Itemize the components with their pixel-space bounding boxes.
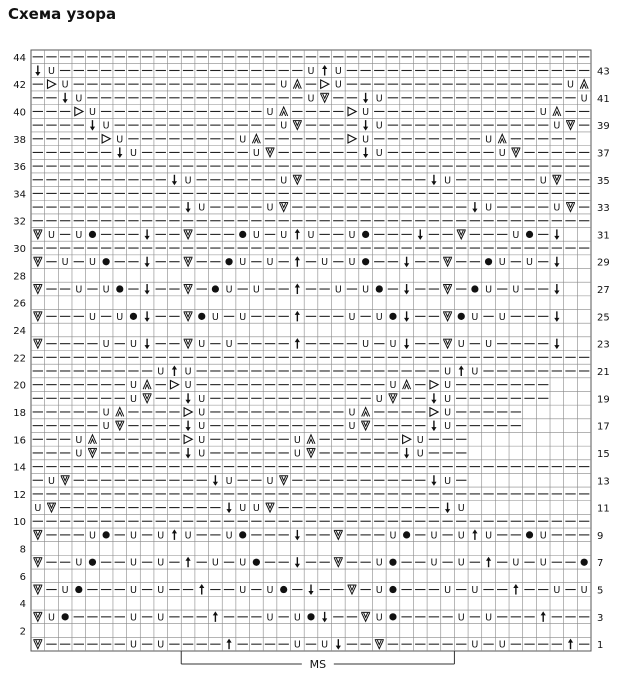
yarn-over-symbol: U xyxy=(280,229,288,241)
yarn-over-symbol: U xyxy=(293,448,301,460)
yarn-over-symbol: U xyxy=(444,175,452,187)
yarn-over-symbol: U xyxy=(239,557,247,569)
dot-symbol xyxy=(307,613,314,620)
yarn-over-symbol: U xyxy=(293,434,301,446)
dot-symbol xyxy=(389,586,396,593)
yarn-over-symbol: U xyxy=(321,257,329,269)
yarn-over-symbol: U xyxy=(362,134,370,146)
dot-symbol xyxy=(485,258,492,265)
yarn-over-symbol: U xyxy=(61,585,69,597)
yarn-over-symbol: U xyxy=(375,585,383,597)
yarn-over-symbol: U xyxy=(88,311,96,323)
yarn-over-symbol: U xyxy=(293,612,301,624)
yarn-over-symbol: U xyxy=(389,339,397,351)
row-number-right: 7 xyxy=(597,558,604,570)
dot-symbol xyxy=(526,531,533,538)
yarn-over-symbol: U xyxy=(102,339,110,351)
repeat-label: MS xyxy=(309,658,327,671)
yarn-over-symbol: U xyxy=(389,380,397,392)
yarn-over-symbol: U xyxy=(416,448,424,460)
yarn-over-symbol: U xyxy=(280,79,288,91)
dot-symbol xyxy=(471,285,478,292)
yarn-over-symbol: U xyxy=(75,229,83,241)
dot-symbol xyxy=(198,313,205,320)
row-number-left: 44 xyxy=(13,52,26,64)
yarn-over-symbol: U xyxy=(129,557,137,569)
yarn-over-symbol: U xyxy=(375,612,383,624)
yarn-over-symbol: U xyxy=(48,475,55,487)
yarn-over-symbol: U xyxy=(457,612,465,624)
yarn-over-symbol: U xyxy=(471,366,479,378)
yarn-over-symbol: U xyxy=(116,311,124,323)
yarn-over-symbol: U xyxy=(239,257,247,269)
yarn-over-symbol: U xyxy=(184,366,192,378)
dot-symbol xyxy=(89,559,96,566)
yarn-over-symbol: U xyxy=(444,380,452,392)
yarn-over-symbol: U xyxy=(266,202,274,214)
yarn-over-symbol: U xyxy=(444,585,452,597)
row-number-left: 22 xyxy=(13,353,26,365)
yarn-over-symbol: U xyxy=(485,339,493,351)
dot-symbol xyxy=(362,258,369,265)
dot-symbol xyxy=(239,231,246,238)
yarn-over-symbol: U xyxy=(539,530,547,542)
row-number-right: 29 xyxy=(597,257,610,269)
yarn-over-symbol: U xyxy=(102,421,110,433)
yarn-over-symbol: U xyxy=(48,65,55,77)
row-number-right: 25 xyxy=(597,312,610,324)
yarn-over-symbol: U xyxy=(485,284,493,296)
yarn-over-symbol: U xyxy=(252,147,260,159)
yarn-over-symbol: U xyxy=(416,434,424,446)
yarn-over-symbol: U xyxy=(225,339,233,351)
dot-symbol xyxy=(103,531,110,538)
row-number-right: 41 xyxy=(597,93,610,105)
dot-symbol xyxy=(253,559,260,566)
yarn-over-symbol: U xyxy=(157,612,165,624)
yarn-over-symbol: U xyxy=(239,503,247,515)
yarn-over-symbol: U xyxy=(184,530,192,542)
row-number-left: 28 xyxy=(13,271,26,283)
yarn-over-symbol: U xyxy=(334,79,342,91)
yarn-over-symbol: U xyxy=(266,257,274,269)
row-number-left: 4 xyxy=(19,599,26,611)
yarn-over-symbol: U xyxy=(348,311,356,323)
yarn-over-symbol: U xyxy=(198,339,206,351)
yarn-over-symbol: U xyxy=(580,585,588,597)
row-number-left: 24 xyxy=(13,326,26,338)
yarn-over-symbol: U xyxy=(348,229,356,241)
row-number-left: 6 xyxy=(19,571,26,583)
yarn-over-symbol: U xyxy=(512,229,520,241)
yarn-over-symbol: U xyxy=(157,585,165,597)
row-number-right: 17 xyxy=(597,421,610,433)
yarn-over-symbol: U xyxy=(498,257,506,269)
yarn-over-symbol: U xyxy=(485,530,493,542)
dot-symbol xyxy=(225,258,232,265)
yarn-over-symbol: U xyxy=(348,421,356,433)
yarn-over-symbol: U xyxy=(553,120,561,132)
yarn-over-symbol: U xyxy=(293,639,301,651)
yarn-over-symbol: U xyxy=(334,284,342,296)
dot-symbol xyxy=(389,313,396,320)
yarn-over-symbol: U xyxy=(157,557,165,569)
row-number-left: 42 xyxy=(13,80,26,92)
yarn-over-symbol: U xyxy=(75,434,83,446)
yarn-over-symbol: U xyxy=(88,257,96,269)
dot-symbol xyxy=(62,613,69,620)
yarn-over-symbol: U xyxy=(539,557,547,569)
row-number-right: 43 xyxy=(597,66,610,78)
yarn-over-symbol: U xyxy=(198,393,206,405)
dot-symbol xyxy=(581,559,588,566)
yarn-over-symbol: U xyxy=(375,311,383,323)
yarn-over-symbol: U xyxy=(266,585,274,597)
yarn-over-symbol: U xyxy=(75,93,83,105)
row-number-right: 11 xyxy=(597,503,610,515)
yarn-over-symbol: U xyxy=(225,284,233,296)
yarn-over-symbol: U xyxy=(75,284,83,296)
yarn-over-symbol: U xyxy=(457,557,465,569)
yarn-over-symbol: U xyxy=(129,530,137,542)
row-number-right: 13 xyxy=(597,476,610,488)
dot-symbol xyxy=(376,285,383,292)
yarn-over-symbol: U xyxy=(498,147,506,159)
yarn-over-symbol: U xyxy=(457,503,465,515)
yarn-over-symbol: U xyxy=(375,147,383,159)
yarn-over-symbol: U xyxy=(498,311,506,323)
yarn-over-symbol: U xyxy=(102,407,110,419)
yarn-over-symbol: U xyxy=(375,557,383,569)
row-number-left: 8 xyxy=(19,544,26,556)
dot-symbol xyxy=(389,559,396,566)
row-number-right: 33 xyxy=(597,203,610,215)
yarn-over-symbol: U xyxy=(389,530,397,542)
yarn-over-symbol: U xyxy=(512,557,520,569)
yarn-over-symbol: U xyxy=(280,120,288,132)
row-number-left: 14 xyxy=(13,462,26,474)
dot-symbol xyxy=(239,531,246,538)
yarn-over-symbol: U xyxy=(471,585,479,597)
yarn-over-symbol: U xyxy=(225,475,233,487)
yarn-over-symbol: U xyxy=(129,147,137,159)
yarn-over-symbol: U xyxy=(457,339,465,351)
yarn-over-symbol: U xyxy=(471,639,479,651)
yarn-over-symbol: U xyxy=(485,612,493,624)
row-number-left: 18 xyxy=(13,407,26,419)
yarn-over-symbol: U xyxy=(362,106,370,118)
yarn-over-symbol: U xyxy=(88,106,96,118)
yarn-over-symbol: U xyxy=(348,257,356,269)
yarn-over-symbol: U xyxy=(348,407,356,419)
yarn-over-symbol: U xyxy=(184,175,192,187)
yarn-over-symbol: U xyxy=(266,475,274,487)
chart-title: Схема узора xyxy=(8,5,117,23)
yarn-over-symbol: U xyxy=(157,639,165,651)
row-number-left: 32 xyxy=(13,216,26,228)
yarn-over-symbol: U xyxy=(553,202,561,214)
yarn-over-symbol: U xyxy=(211,311,219,323)
row-number-left: 36 xyxy=(13,162,26,174)
yarn-over-symbol: U xyxy=(307,93,315,105)
yarn-over-symbol: U xyxy=(198,407,206,419)
yarn-over-symbol: U xyxy=(239,585,247,597)
row-number-right: 1 xyxy=(597,640,604,652)
yarn-over-symbol: U xyxy=(48,612,55,624)
row-number-right: 31 xyxy=(597,230,610,242)
row-number-right: 37 xyxy=(597,148,610,160)
yarn-over-symbol: U xyxy=(239,311,247,323)
yarn-over-symbol: U xyxy=(512,284,520,296)
yarn-over-symbol: U xyxy=(61,79,69,91)
row-number-left: 2 xyxy=(19,626,26,638)
yarn-over-symbol: U xyxy=(498,639,506,651)
row-number-left: 40 xyxy=(13,107,26,119)
dot-symbol xyxy=(116,285,123,292)
yarn-over-symbol: U xyxy=(526,257,534,269)
row-number-right: 27 xyxy=(597,285,610,297)
yarn-over-symbol: U xyxy=(430,530,438,542)
dot-symbol xyxy=(280,586,287,593)
yarn-over-symbol: U xyxy=(129,639,137,651)
yarn-over-symbol: U xyxy=(567,79,574,91)
yarn-over-symbol: U xyxy=(252,503,260,515)
row-number-right: 5 xyxy=(597,585,604,597)
yarn-over-symbol: U xyxy=(362,339,370,351)
yarn-over-symbol: U xyxy=(375,93,383,105)
row-number-left: 12 xyxy=(13,489,26,501)
yarn-over-symbol: U xyxy=(539,106,547,118)
yarn-over-symbol: U xyxy=(102,284,110,296)
yarn-over-symbol: U xyxy=(485,202,493,214)
yarn-over-symbol: U xyxy=(280,175,288,187)
dot-symbol xyxy=(130,313,137,320)
dot-symbol xyxy=(403,531,410,538)
yarn-over-symbol: U xyxy=(198,448,206,460)
row-number-right: 21 xyxy=(597,366,610,378)
yarn-over-symbol: U xyxy=(129,585,137,597)
yarn-over-symbol: U xyxy=(61,257,69,269)
yarn-over-symbol: U xyxy=(129,339,137,351)
row-number-left: 30 xyxy=(13,244,26,256)
yarn-over-symbol: U xyxy=(321,639,329,651)
row-number-right: 35 xyxy=(597,175,610,187)
row-number-right: 23 xyxy=(597,339,610,351)
yarn-over-symbol: U xyxy=(198,434,206,446)
row-number-right: 9 xyxy=(597,530,604,542)
yarn-over-symbol: U xyxy=(198,202,206,214)
dot-symbol xyxy=(526,231,533,238)
yarn-over-symbol: U xyxy=(471,311,479,323)
row-number-left: 20 xyxy=(13,380,26,392)
dot-symbol xyxy=(389,613,396,620)
yarn-over-symbol: U xyxy=(444,393,452,405)
yarn-over-symbol: U xyxy=(307,65,315,77)
yarn-over-symbol: U xyxy=(430,557,438,569)
yarn-over-symbol: U xyxy=(252,284,260,296)
dot-symbol xyxy=(103,258,110,265)
yarn-over-symbol: U xyxy=(198,421,206,433)
row-number-right: 3 xyxy=(597,612,604,624)
row-number-right: 19 xyxy=(597,394,610,406)
yarn-over-symbol: U xyxy=(129,393,137,405)
yarn-over-symbol: U xyxy=(88,530,96,542)
yarn-over-symbol: U xyxy=(34,503,42,515)
row-number-left: 34 xyxy=(13,189,26,201)
yarn-over-symbol: U xyxy=(334,65,342,77)
yarn-over-symbol: U xyxy=(252,229,260,241)
yarn-over-symbol: U xyxy=(457,530,465,542)
yarn-over-symbol: U xyxy=(485,134,493,146)
yarn-over-symbol: U xyxy=(48,229,55,241)
yarn-over-symbol: U xyxy=(75,448,83,460)
yarn-over-symbol: U xyxy=(580,93,588,105)
yarn-over-symbol: U xyxy=(553,585,561,597)
yarn-over-symbol: U xyxy=(444,475,452,487)
yarn-over-symbol: U xyxy=(444,366,452,378)
yarn-over-symbol: U xyxy=(157,366,165,378)
yarn-over-symbol: U xyxy=(102,120,110,132)
yarn-over-symbol: U xyxy=(266,612,274,624)
yarn-over-symbol: U xyxy=(129,612,137,624)
row-number-right: 15 xyxy=(597,448,610,460)
yarn-over-symbol: U xyxy=(362,284,370,296)
yarn-over-symbol: U xyxy=(266,106,274,118)
row-number-left: 38 xyxy=(13,134,26,146)
yarn-over-symbol: U xyxy=(539,175,547,187)
yarn-over-symbol: U xyxy=(211,557,219,569)
yarn-over-symbol: U xyxy=(184,380,192,392)
row-number-left: 16 xyxy=(13,435,26,447)
yarn-over-symbol: U xyxy=(444,421,452,433)
dot-symbol xyxy=(89,231,96,238)
yarn-over-symbol: U xyxy=(444,407,452,419)
yarn-over-symbol: U xyxy=(116,134,124,146)
yarn-over-symbol: U xyxy=(225,530,233,542)
yarn-over-symbol: U xyxy=(157,530,165,542)
row-number-left: 10 xyxy=(13,517,26,529)
dot-symbol xyxy=(75,586,82,593)
yarn-over-symbol: U xyxy=(375,120,383,132)
yarn-over-symbol: U xyxy=(75,557,83,569)
row-number-right: 39 xyxy=(597,121,610,133)
yarn-over-symbol: U xyxy=(307,229,315,241)
row-number-left: 26 xyxy=(13,298,26,310)
dot-symbol xyxy=(458,313,465,320)
dot-symbol xyxy=(212,285,219,292)
dot-symbol xyxy=(362,231,369,238)
yarn-over-symbol: U xyxy=(239,134,247,146)
yarn-over-symbol: U xyxy=(375,393,383,405)
yarn-over-symbol: U xyxy=(129,380,137,392)
